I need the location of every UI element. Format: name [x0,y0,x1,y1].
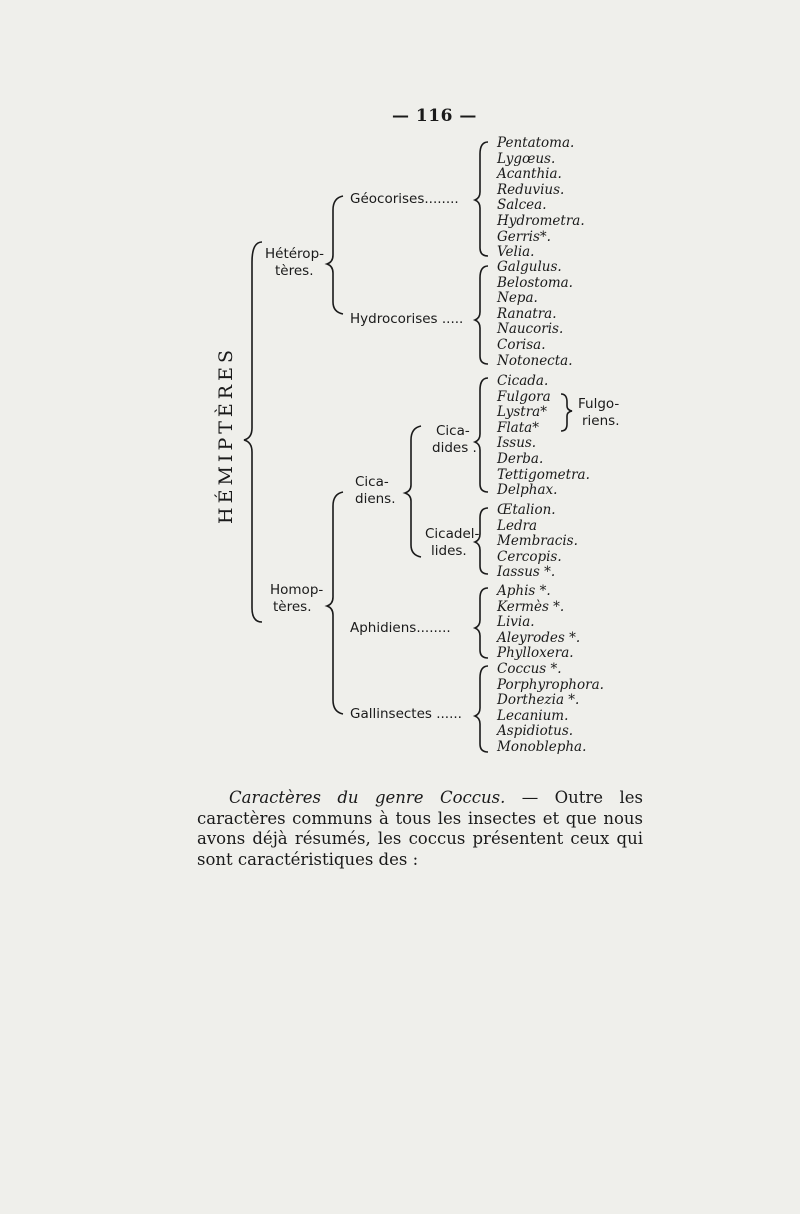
genus: Lygœus. [497,150,556,167]
label-line: Cicadel- [425,526,480,542]
genus: Flata* [497,419,539,436]
genera-list-hydrocorises [497,260,573,369]
label-line: riens. [582,413,620,429]
genus: Ranatra. [497,305,557,322]
paragraph-text: — Outre les caractères communs à tous les insectes et que nous avons déjà résumés, les coccus présentent ceux qui sont caractéristiques des : [197,788,643,869]
genus: Lecanium. [497,707,569,724]
genus: Salcea. [497,197,547,214]
genus: Gerris*. [497,228,551,245]
label-line: tères. [275,263,314,279]
label-line: Fulgo- [578,396,620,412]
genus: Livia. [497,614,535,631]
genus: Kermès *. [497,598,565,615]
genus: Ledra [497,517,538,534]
genera-list-geocorises [497,136,585,261]
genus: Aleyrodes *. [497,629,581,646]
genus: Tettigometra. [497,466,590,483]
genus: Reduvius. [497,181,565,198]
genus: Velia. [497,244,535,261]
genus: Fulgora [497,388,551,405]
group-aphidiens: Aphidiens........ [350,620,451,636]
genus: Coccus *. [497,661,562,677]
label-line: lides. [431,543,467,559]
suborder-heteropteres [265,246,324,280]
group-gallinsectes: Gallinsectes ...... [350,706,462,722]
label-line: Hétérop- [265,246,325,262]
genus: Belostoma. [497,274,573,291]
genus: Lystra* [497,404,547,421]
genus: Aspidiotus. [497,723,574,740]
group-geocorises: Géocorises........ [350,191,459,207]
genera-list-cicadellides [497,503,578,581]
genus: Phylloxera. [497,645,574,662]
group-cicadiens [355,474,396,508]
genus: Membracis. [497,533,578,550]
genus: Corisa. [497,336,546,353]
genera-list-cicadides [497,374,590,499]
group-cicadides [432,423,477,457]
label-line: Cica- [355,474,389,490]
group-hydrocorises: Hydrocorises ..... [350,311,464,327]
genus: Acanthia. [497,166,562,183]
label-line: Cica- [436,423,470,439]
group-cicadellides [425,526,479,560]
genus: Aphis *. [497,583,551,599]
label-line: dides . [432,440,477,456]
genus: Delphax. [497,482,558,499]
order-label: HÉMIPTÈRES [215,346,238,524]
genera-list-aphidiens [497,584,580,662]
label-line: diens. [355,491,396,507]
genus: Cercopis. [497,548,562,565]
genus: Galgulus. [497,259,562,275]
genus: Cicada. [497,373,549,389]
label-line: tères. [273,599,312,615]
genus: Pentatoma. [497,135,575,151]
suborder-homopteres [270,582,323,616]
paragraph-heading: Caractères du genre Coccus. [229,788,506,807]
page-number: — 116 — [392,106,477,126]
genus: Monoblepha. [497,738,587,755]
genus: Notonecta. [497,352,573,369]
label-line: Homop- [270,582,324,598]
genus: Dorthezia *. [497,692,580,709]
genus: Issus. [497,435,537,452]
genus: Porphyrophora. [497,676,604,693]
genus: Nepa. [497,290,538,307]
genera-list-gallinsectes [497,662,604,756]
genus: Œtalion. [497,502,556,518]
genus: Iassus *. [497,564,556,581]
genus: Hydrometra. [497,212,585,229]
genus: Naucoris. [497,321,564,338]
body-paragraph [197,788,643,870]
genus: Derba. [497,450,544,467]
paragraph-indent [197,788,229,807]
